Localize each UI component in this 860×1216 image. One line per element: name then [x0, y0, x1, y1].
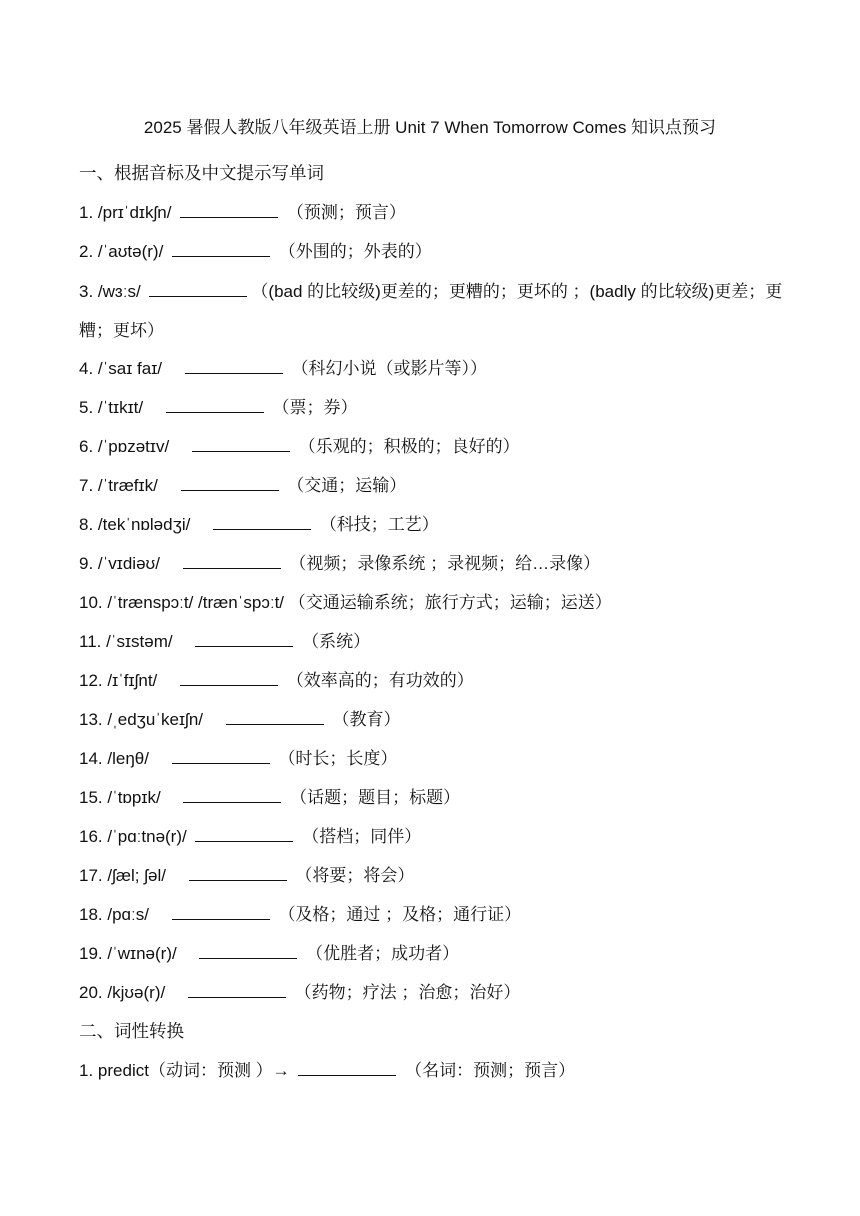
item-number: 8.: [79, 515, 94, 534]
answer-blank[interactable]: [180, 670, 278, 686]
item-hint: （及格；通过 ；及格；通行证）: [278, 905, 522, 924]
item-phonetic: /ˈwɪnə(r)/: [107, 944, 177, 963]
item-hint: （系统）: [302, 632, 371, 651]
answer-blank[interactable]: [180, 202, 278, 218]
item-number: 17.: [79, 866, 103, 885]
item-hint: （名词：预测；预言）: [405, 1061, 576, 1080]
answer-blank[interactable]: [183, 787, 281, 803]
item-hint: （科技；工艺）: [319, 515, 439, 534]
item-word: predict（动词：预测 ）→: [97, 1061, 290, 1080]
list-item: [79, 630, 789, 654]
answer-blank[interactable]: [181, 475, 279, 491]
list-item: [79, 747, 789, 771]
item-phonetic: /ˈpɑːtnə(r)/: [107, 827, 187, 846]
item-phonetic: /ˈsaɪ faɪ/: [97, 359, 162, 378]
item-number: 10.: [79, 593, 103, 612]
item-number: 4.: [79, 359, 94, 378]
answer-blank[interactable]: [183, 553, 281, 569]
list-item: [79, 201, 789, 225]
item-phonetic: /ˈpɒzətɪv/: [97, 437, 170, 456]
list-item: [79, 552, 789, 576]
item-number: 6.: [79, 437, 94, 456]
list-item: [79, 513, 789, 537]
item-number: 15.: [79, 788, 103, 807]
item-phonetic: /prɪˈdɪkʃn/: [97, 203, 172, 222]
item-number: 1.: [79, 203, 94, 222]
item-phonetic: /ˈtɒpɪk/: [107, 788, 161, 807]
answer-blank[interactable]: [149, 281, 247, 297]
item-number: 7.: [79, 476, 94, 495]
item-phonetic: /ˈsɪstəm/: [106, 632, 173, 651]
item-hint: （交通运输系统；旅行方式；运输；运送）: [288, 593, 612, 612]
list-item: [79, 357, 789, 381]
item-number: 2.: [79, 242, 94, 261]
item-phonetic: /ɪˈfɪʃnt/: [107, 671, 158, 690]
item-number: 9.: [79, 554, 94, 573]
item-hint: （搭档；同伴）: [302, 827, 422, 846]
item-hint: （效率高的；有功效的）: [286, 671, 474, 690]
item-number: 20.: [79, 983, 103, 1002]
answer-blank[interactable]: [172, 748, 270, 764]
item-phonetic: /ˈaʊtə(r)/: [97, 242, 164, 261]
list-item: [79, 708, 789, 732]
item-hint: （交通；运输）: [287, 476, 407, 495]
list-item: [79, 786, 789, 810]
item-number: 19.: [79, 944, 103, 963]
item-number: 16.: [79, 827, 103, 846]
answer-blank[interactable]: [185, 358, 283, 374]
item-phonetic: /ˈtɪkɪt/: [97, 398, 144, 417]
section-heading-1: 一、根据音标及中文提示写单词: [79, 163, 324, 183]
item-phonetic: /ˌedʒuˈkeɪʃn/: [107, 710, 204, 729]
item-hint: （(bad 的比较级)更差的；更糟的；更坏的 ；(badly 的比较级)更差；更糟；更坏）: [79, 282, 783, 340]
answer-blank[interactable]: [195, 826, 293, 842]
item-phonetic: /tekˈnɒlədʒi/: [97, 515, 191, 534]
list-item: [79, 981, 789, 1005]
section-heading-2: 二、词性转换: [79, 1021, 184, 1041]
list-item: [79, 435, 789, 459]
list-item: [79, 272, 789, 350]
item-hint: （时长；长度）: [278, 749, 398, 768]
item-hint: （优胜者；成功者）: [306, 944, 460, 963]
list-item: [79, 825, 789, 849]
answer-blank[interactable]: [195, 631, 293, 647]
item-hint: （话题；题目；标题）: [290, 788, 461, 807]
item-hint: （科幻小说（或影片等））: [291, 359, 487, 378]
item-phonetic: /kjʊə(r)/: [107, 983, 166, 1002]
item-phonetic: /wɜːs/: [97, 282, 141, 301]
item-hint: （教育）: [332, 710, 401, 729]
item-number: 11.: [79, 632, 102, 651]
list-item: [79, 396, 789, 420]
item-phonetic: /ˈtræfɪk/: [97, 476, 158, 495]
answer-blank[interactable]: [172, 904, 270, 920]
document-title: 2025 暑假人教版八年级英语上册 Unit 7 When Tomorrow Comes 知识点预习: [143, 118, 717, 137]
answer-blank[interactable]: [166, 397, 264, 413]
item-hint: （乐观的；积极的；良好的）: [298, 437, 520, 456]
item-hint: （将要；将会）: [295, 866, 415, 885]
list-item: [79, 942, 789, 966]
list-item: [79, 240, 789, 264]
item-hint: （外围的；外表的）: [278, 242, 432, 261]
item-number: 18.: [79, 905, 103, 924]
item-number: 3.: [79, 282, 94, 301]
list-item: [79, 903, 789, 927]
list-item: [79, 864, 789, 888]
answer-blank[interactable]: [192, 436, 290, 452]
answer-blank[interactable]: [172, 241, 270, 257]
item-hint: （预测；预言）: [286, 203, 406, 222]
item-phonetic: /ˈvɪdiəʊ/: [97, 554, 160, 573]
item-number: 1.: [79, 1061, 94, 1080]
item-hint: （票；券）: [272, 398, 358, 417]
list-item: [79, 474, 789, 498]
answer-blank[interactable]: [298, 1060, 396, 1076]
answer-blank[interactable]: [189, 865, 287, 881]
list-item: [79, 591, 789, 615]
item-number: 5.: [79, 398, 94, 417]
answer-blank[interactable]: [188, 982, 286, 998]
answer-blank[interactable]: [226, 709, 324, 725]
answer-blank[interactable]: [199, 943, 297, 959]
list-item: [79, 1059, 789, 1083]
item-hint: （视频；录像系统 ；录视频；给…录像）: [289, 554, 601, 573]
answer-blank[interactable]: [213, 514, 311, 530]
item-hint: （药物；疗法 ；治愈；治好）: [294, 983, 521, 1002]
item-number: 13.: [79, 710, 103, 729]
list-item: [79, 669, 789, 693]
item-phonetic: /leŋθ/: [107, 749, 149, 768]
item-phonetic: /pɑːs/: [107, 905, 149, 924]
item-number: 12.: [79, 671, 103, 690]
item-phonetic: /ˈtrænspɔːt/ /trænˈspɔːt/: [107, 593, 285, 612]
item-number: 14.: [79, 749, 103, 768]
item-phonetic: /ʃæl; ʃəl/: [107, 866, 166, 885]
